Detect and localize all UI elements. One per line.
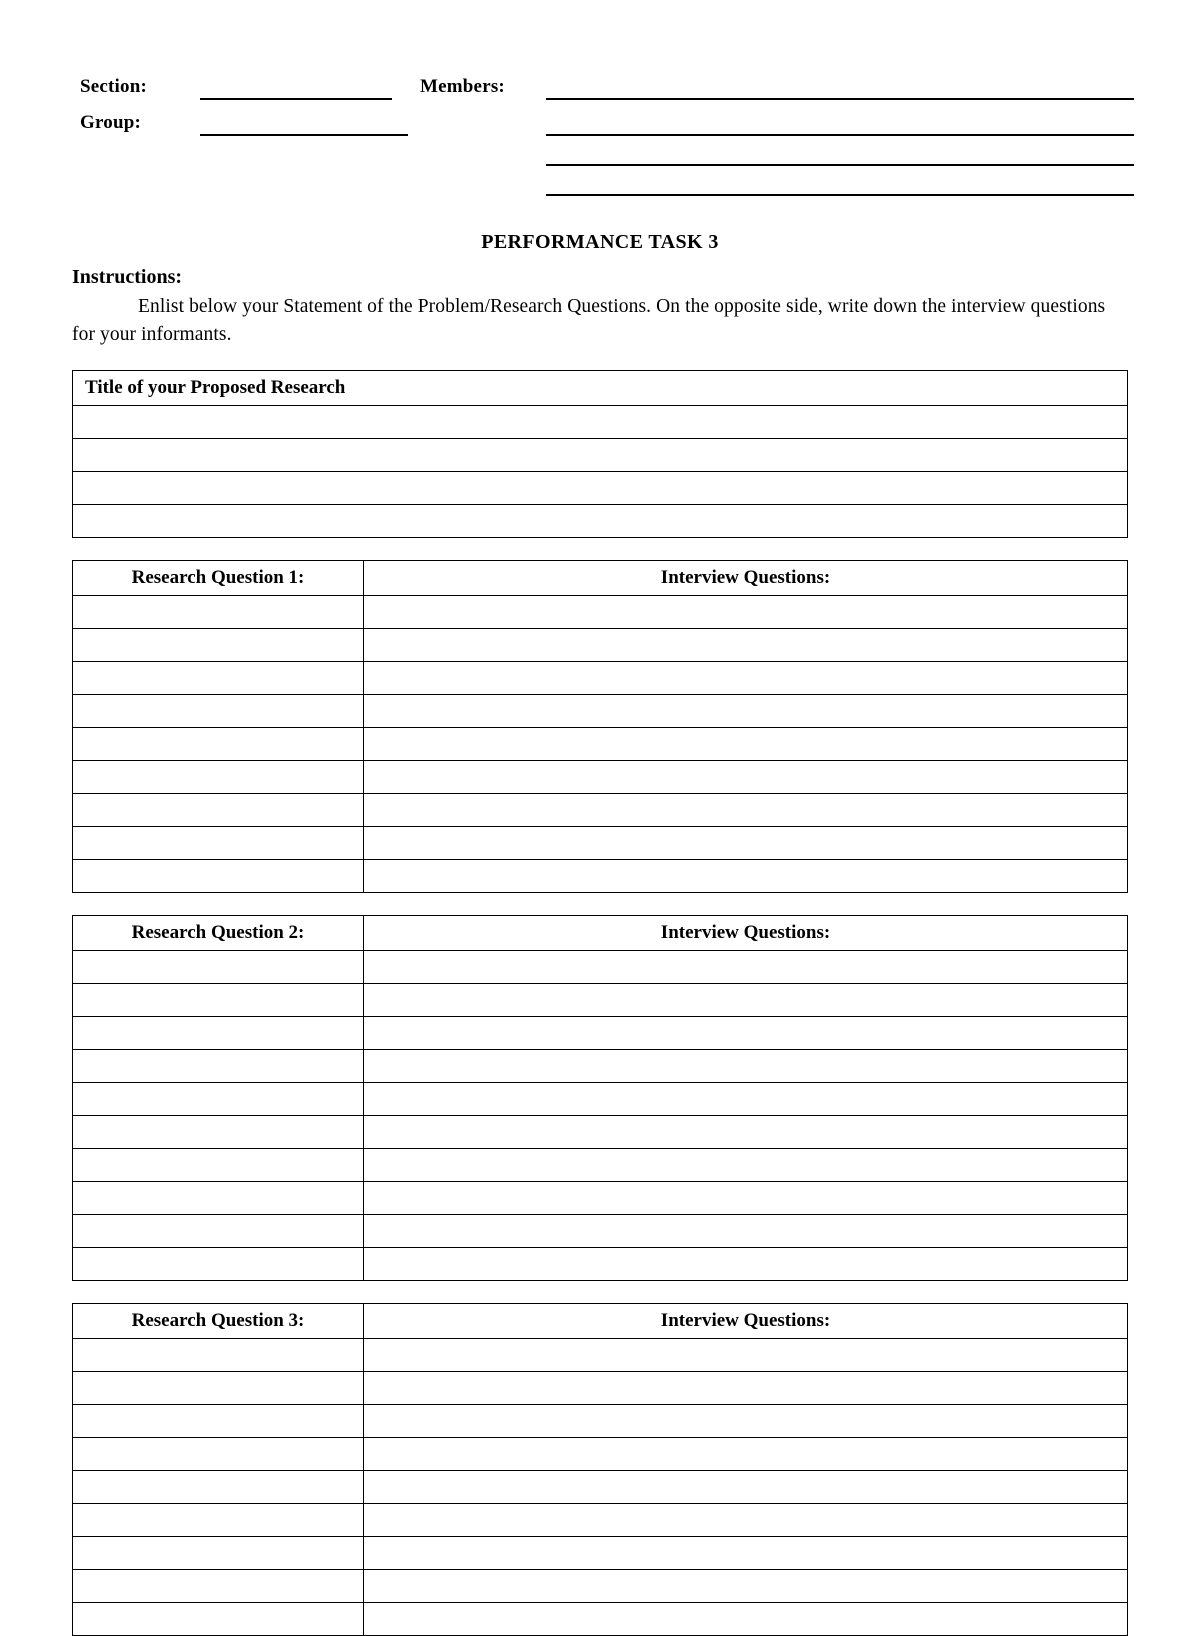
table-row <box>73 983 1128 1016</box>
research-question-cell[interactable] <box>73 1016 364 1049</box>
table-header-row <box>73 560 1128 595</box>
research-question-cell[interactable] <box>73 1049 364 1082</box>
research-question-cell[interactable] <box>73 1181 364 1214</box>
research-question-cell[interactable] <box>73 1437 364 1470</box>
interview-question-cell[interactable] <box>364 983 1128 1016</box>
table-row <box>73 1049 1128 1082</box>
table-row <box>73 1437 1128 1470</box>
research-question-cell[interactable] <box>73 859 364 892</box>
interview-question-cell[interactable] <box>364 1049 1128 1082</box>
interview-question-cell[interactable] <box>364 595 1128 628</box>
research-question-cell[interactable] <box>73 1569 364 1602</box>
table-row <box>73 628 1128 661</box>
research-question-cell[interactable] <box>73 1214 364 1247</box>
interview-question-cell[interactable] <box>364 1247 1128 1280</box>
interview-question-cell[interactable] <box>364 1338 1128 1371</box>
research-question-cell[interactable] <box>73 1082 364 1115</box>
research-question-1-table <box>72 560 1128 893</box>
research-question-2-header: Research Question 2: <box>73 915 364 950</box>
table-row <box>73 1247 1128 1280</box>
research-question-cell[interactable] <box>73 1148 364 1181</box>
table-row <box>73 793 1128 826</box>
members-input-line-3[interactable] <box>546 164 1134 166</box>
group-label: Group: <box>80 112 142 133</box>
interview-question-cell[interactable] <box>364 661 1128 694</box>
table-row <box>73 1338 1128 1371</box>
interview-question-cell[interactable] <box>364 1148 1128 1181</box>
table-row <box>73 504 1128 537</box>
interview-questions-2-header: Interview Questions: <box>364 915 1128 950</box>
proposed-research-title-table <box>72 370 1128 538</box>
table-row <box>73 1602 1128 1635</box>
research-question-cell[interactable] <box>73 595 364 628</box>
table-header-row <box>73 370 1128 405</box>
table-row <box>73 1115 1128 1148</box>
members-input-line-2[interactable] <box>546 134 1134 136</box>
section-label: Section: <box>80 76 148 97</box>
table-row <box>73 1470 1128 1503</box>
interview-question-cell[interactable] <box>364 1470 1128 1503</box>
research-question-cell[interactable] <box>73 1503 364 1536</box>
interview-question-cell[interactable] <box>364 1503 1128 1536</box>
interview-question-cell[interactable] <box>364 694 1128 727</box>
table-row <box>73 438 1128 471</box>
research-question-cell[interactable] <box>73 1470 364 1503</box>
research-question-cell[interactable] <box>73 1247 364 1280</box>
research-question-cell[interactable] <box>73 793 364 826</box>
research-question-cell[interactable] <box>73 1371 364 1404</box>
table-row <box>73 1181 1128 1214</box>
research-question-cell[interactable] <box>73 694 364 727</box>
proposed-research-title-header: Title of your Proposed Research <box>73 370 1128 405</box>
title-entry-cell[interactable] <box>73 405 1128 438</box>
research-question-2-table <box>72 915 1128 1281</box>
interview-question-cell[interactable] <box>364 1602 1128 1635</box>
members-input-line-4[interactable] <box>546 194 1134 196</box>
header-block <box>72 60 1128 195</box>
title-entry-cell[interactable] <box>73 504 1128 537</box>
research-question-cell[interactable] <box>73 760 364 793</box>
interview-question-cell[interactable] <box>364 727 1128 760</box>
research-question-cell[interactable] <box>73 1404 364 1437</box>
interview-question-cell[interactable] <box>364 1404 1128 1437</box>
interview-question-cell[interactable] <box>364 826 1128 859</box>
interview-question-cell[interactable] <box>364 1115 1128 1148</box>
table-row <box>73 1148 1128 1181</box>
table-row <box>73 1082 1128 1115</box>
research-question-cell[interactable] <box>73 1338 364 1371</box>
research-question-cell[interactable] <box>73 983 364 1016</box>
interview-question-cell[interactable] <box>364 1082 1128 1115</box>
interview-question-cell[interactable] <box>364 1371 1128 1404</box>
table-row <box>73 1404 1128 1437</box>
section-input-line[interactable] <box>200 98 392 100</box>
research-question-1-header: Research Question 1: <box>73 560 364 595</box>
table-row <box>73 859 1128 892</box>
table-row <box>73 826 1128 859</box>
table-row <box>73 760 1128 793</box>
members-input-line-1[interactable] <box>546 98 1134 100</box>
title-entry-cell[interactable] <box>73 438 1128 471</box>
table-row <box>73 1016 1128 1049</box>
title-entry-cell[interactable] <box>73 471 1128 504</box>
table-row <box>73 595 1128 628</box>
research-question-cell[interactable] <box>73 628 364 661</box>
page-title: PERFORMANCE TASK 3 <box>481 231 719 253</box>
table-row <box>73 661 1128 694</box>
interview-question-cell[interactable] <box>364 793 1128 826</box>
interview-questions-1-header: Interview Questions: <box>364 560 1128 595</box>
table-row <box>73 950 1128 983</box>
table-row <box>73 1503 1128 1536</box>
research-question-cell[interactable] <box>73 950 364 983</box>
table-row <box>73 1214 1128 1247</box>
interview-question-cell[interactable] <box>364 1437 1128 1470</box>
interview-question-cell[interactable] <box>364 1016 1128 1049</box>
research-question-cell[interactable] <box>73 1602 364 1635</box>
interview-question-cell[interactable] <box>364 859 1128 892</box>
members-label: Members: <box>420 76 505 97</box>
research-question-cell[interactable] <box>73 826 364 859</box>
research-question-cell[interactable] <box>73 1115 364 1148</box>
table-row <box>73 727 1128 760</box>
table-header-row <box>73 1303 1128 1338</box>
research-question-cell[interactable] <box>73 727 364 760</box>
research-question-3-table <box>72 1303 1128 1636</box>
interview-question-cell[interactable] <box>364 1214 1128 1247</box>
table-row <box>73 405 1128 438</box>
interview-questions-3-header: Interview Questions: <box>364 1303 1128 1338</box>
table-header-row <box>73 915 1128 950</box>
instructions-text: Enlist below your Statement of the Problem/Research Questions. On the opposite side, write down the interview questions for your informants. <box>72 296 1106 346</box>
table-row <box>73 1569 1128 1602</box>
interview-question-cell[interactable] <box>364 1569 1128 1602</box>
instructions-label: Instructions: <box>72 266 183 288</box>
interview-question-cell[interactable] <box>364 628 1128 661</box>
group-input-line[interactable] <box>200 134 408 136</box>
interview-question-cell[interactable] <box>364 760 1128 793</box>
interview-question-cell[interactable] <box>364 1181 1128 1214</box>
research-question-cell[interactable] <box>73 661 364 694</box>
interview-question-cell[interactable] <box>364 950 1128 983</box>
table-row <box>73 1371 1128 1404</box>
research-question-3-header: Research Question 3: <box>73 1303 364 1338</box>
table-row <box>73 471 1128 504</box>
table-row <box>73 694 1128 727</box>
